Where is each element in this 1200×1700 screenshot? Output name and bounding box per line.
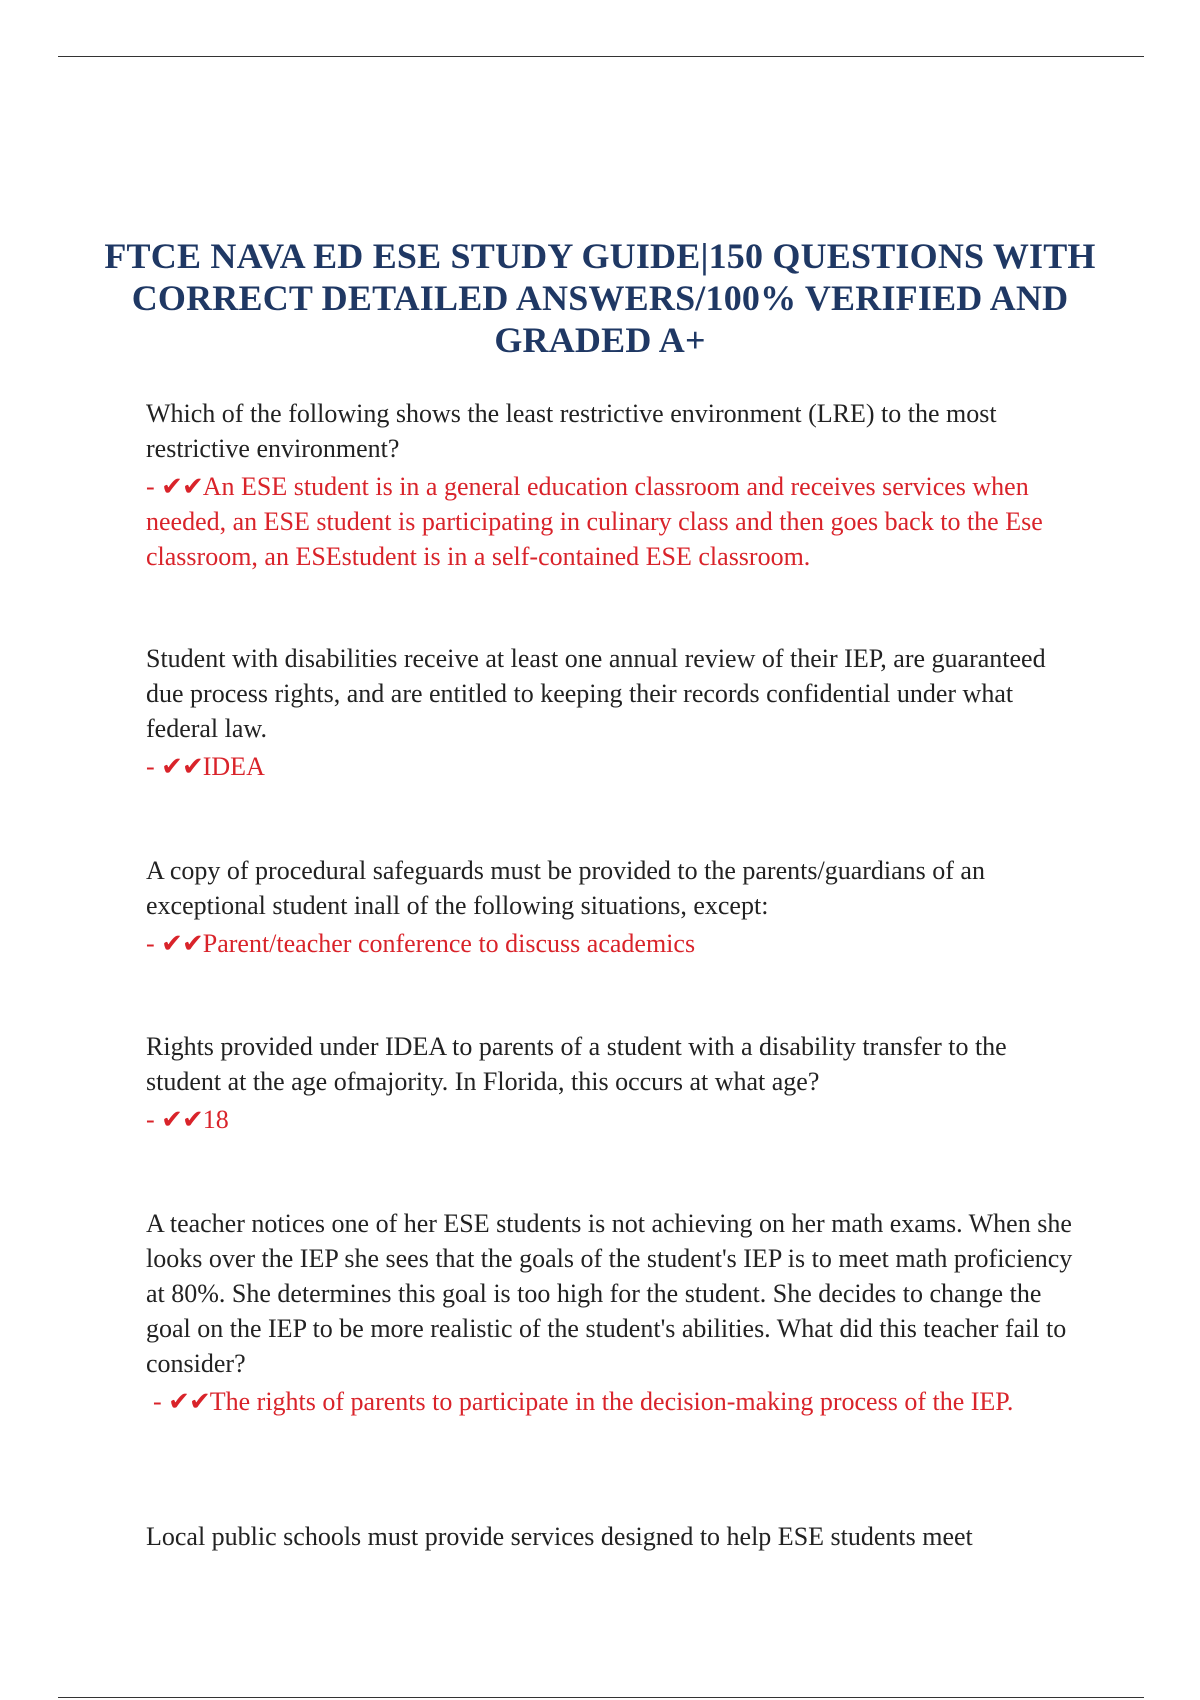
answer-value: IDEA	[202, 752, 265, 781]
check-mark-icon: ✔✔	[161, 1105, 203, 1134]
answer-prefix: -	[146, 752, 162, 781]
answer-value: 18	[202, 1105, 229, 1134]
answer-text	[146, 1102, 1086, 1137]
check-mark-icon: ✔✔	[161, 752, 203, 781]
answer-text	[146, 749, 1086, 784]
check-mark-icon: ✔✔	[161, 929, 203, 958]
question-text: A copy of procedural safeguards must be provided to the parents/guardians of an exceptional student inall of the following situations, except:	[146, 856, 985, 920]
qa-item	[146, 396, 1086, 574]
question-text: A teacher notices one of her ESE students is not achieving on her math exams. When she looks over the IEP she sees that the goals of the student's IEP is to meet math proficiency at 80%. She determines this goal is too high for the student. She decides to change the goal on the IEP to be more realistic of the student's abilities. What did this teacher fail to consider?	[146, 1209, 1073, 1378]
answer-text	[146, 1384, 1086, 1419]
qa-item	[146, 641, 1086, 784]
check-mark-icon: ✔✔	[161, 472, 203, 501]
question-text: Rights provided under IDEA to parents of a student with a disability transfer to the student at the age ofmajority. In Florida, this occurs at what age?	[146, 1032, 1007, 1096]
question-text: Which of the following shows the least restrictive environment (LRE) to the most restrictive environment?	[146, 399, 997, 463]
answer-prefix: -	[153, 1387, 169, 1416]
check-mark-icon: ✔✔	[168, 1387, 210, 1416]
question-text: Local public schools must provide services designed to help ESE students meet	[146, 1522, 973, 1551]
answer-value: Parent/teacher conference to discuss academics	[202, 929, 696, 958]
bottom-rule	[58, 1697, 1144, 1698]
page-title: FTCE NAVA ED ESE STUDY GUIDE|150 QUESTIONS WITH CORRECT DETAILED ANSWERS/100% VERIFIED AND GRADED A+	[104, 236, 1096, 360]
answer-text	[146, 469, 1086, 574]
answer-prefix: -	[146, 929, 162, 958]
top-rule	[58, 56, 1144, 57]
answer-text	[146, 926, 1086, 961]
answer-value: The rights of parents to participate in the decision-making process of the IEP.	[209, 1387, 1014, 1416]
answer-prefix: -	[146, 1105, 162, 1134]
answer-prefix: -	[146, 472, 162, 501]
qa-item	[146, 1206, 1086, 1419]
question-text: Student with disabilities receive at least one annual review of their IEP, are guaranteed due process rights, and are entitled to keeping their records confidential under what federal law.	[146, 644, 1046, 743]
answer-value: An ESE student is in a general education classroom and receives services when needed, an ESE student is participating in culinary class and then goes back to the Ese classroom, an ESEstudent is in a self-contained ESE classroom.	[146, 472, 1043, 571]
qa-item	[146, 1519, 1086, 1554]
qa-item	[146, 853, 1086, 961]
qa-item	[146, 1029, 1086, 1137]
